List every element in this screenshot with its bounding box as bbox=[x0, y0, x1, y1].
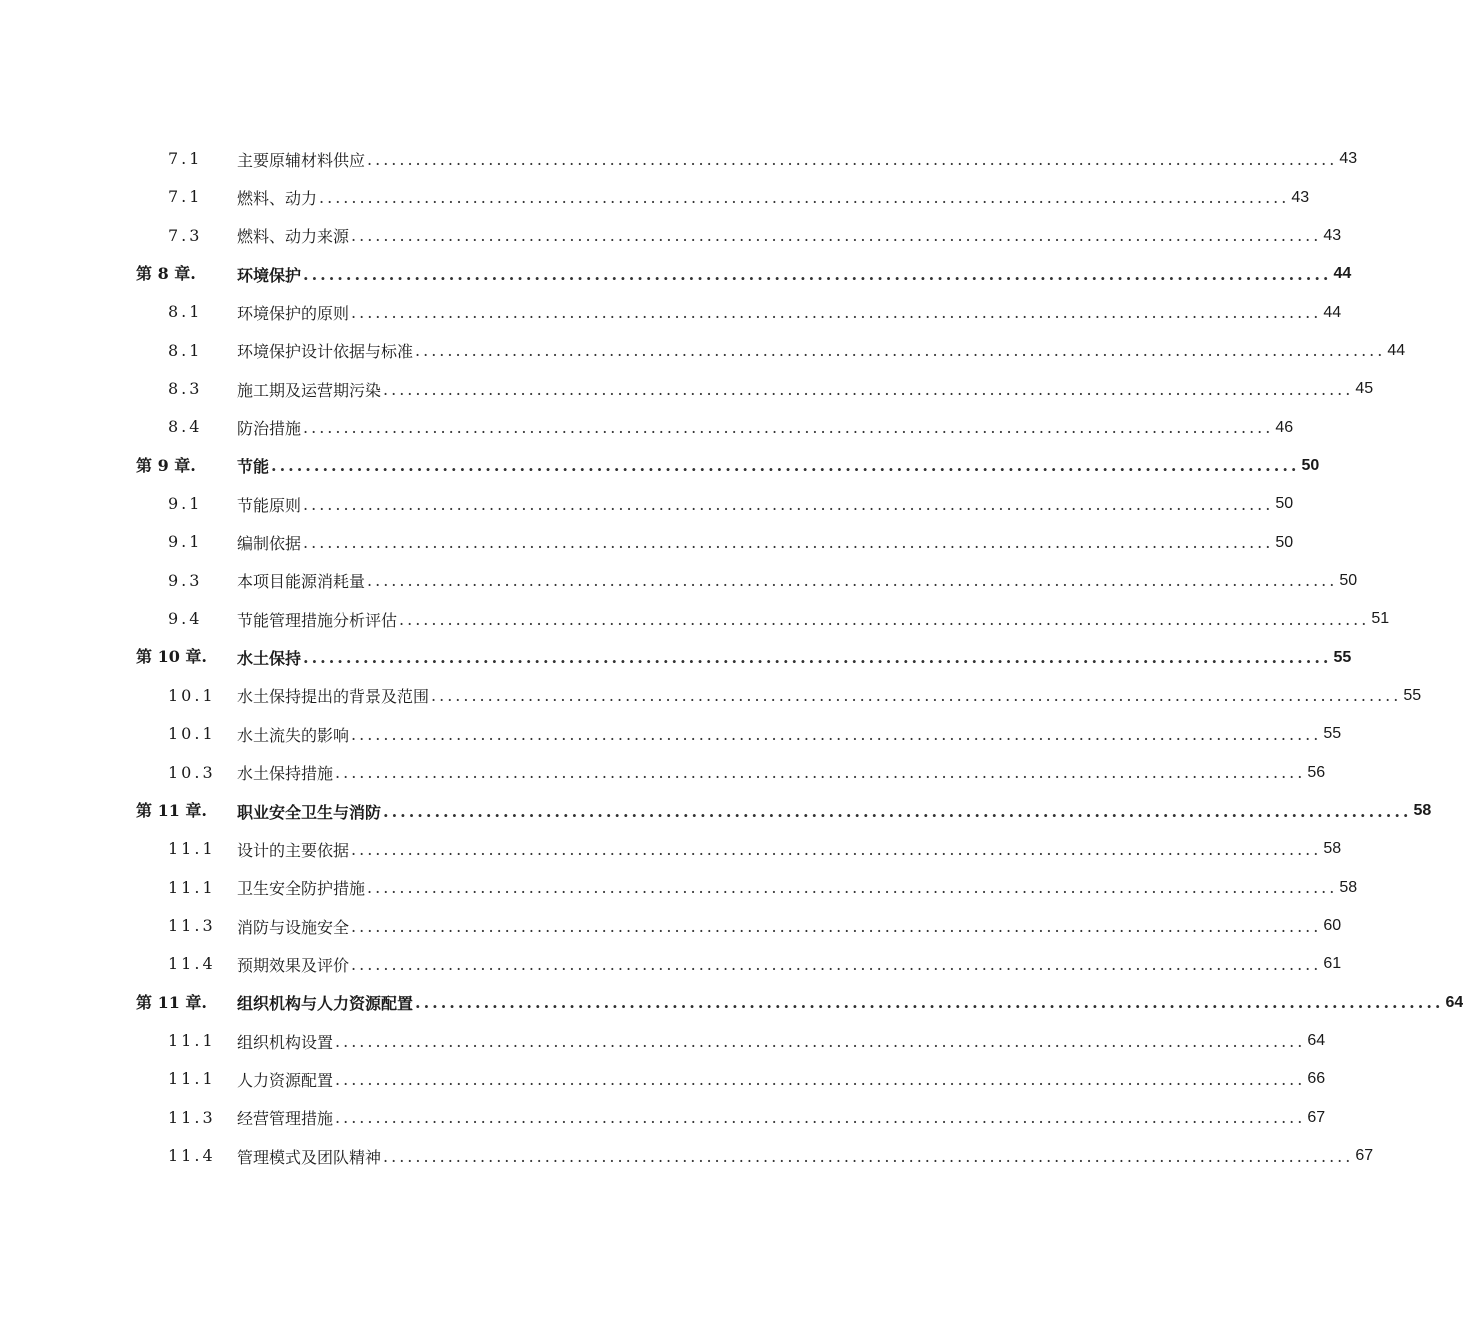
toc-dot-leader: ........................................................................................................................ bbox=[351, 839, 1322, 859]
toc-dot-leader: ........................................................................................................................ bbox=[367, 571, 1338, 591]
toc-section-entry[interactable] bbox=[0, 1137, 1374, 1175]
toc-dot-leader: ........................................................................................................................ bbox=[367, 149, 1338, 169]
toc-dot-leader: ........................................................................................................................ bbox=[351, 724, 1322, 744]
toc-page-number: 58 bbox=[1339, 878, 1358, 896]
toc-entry-line bbox=[237, 792, 1432, 830]
toc-section-entry[interactable] bbox=[0, 562, 1358, 600]
toc-entry-number: 9.1 bbox=[168, 494, 203, 514]
toc-entry-number: 9.1 bbox=[168, 532, 203, 552]
toc-entry-number: 7.3 bbox=[168, 225, 203, 245]
toc-page-number: 50 bbox=[1275, 533, 1294, 551]
toc-entry-line bbox=[237, 217, 1342, 255]
toc-page-number: 66 bbox=[1307, 1070, 1326, 1088]
toc-dot-leader: ........................................................................................................................ bbox=[431, 686, 1402, 706]
toc-entry-title: 水土流失的影响 bbox=[237, 725, 350, 745]
toc-dot-leader: ........................................................................................................................ bbox=[335, 763, 1306, 783]
toc-section-entry[interactable] bbox=[0, 293, 1342, 331]
toc-entry-title: 节能原则 bbox=[237, 495, 302, 515]
toc-entry-title: 管理模式及团队精神 bbox=[237, 1147, 382, 1167]
toc-chapter-entry[interactable] bbox=[0, 792, 1432, 830]
toc-entry-title: 预期效果及评价 bbox=[237, 955, 350, 975]
toc-entry-line bbox=[237, 638, 1352, 676]
toc-entry-line bbox=[237, 830, 1342, 868]
toc-entry-title: 节能 bbox=[237, 457, 270, 477]
toc-entry-line bbox=[237, 332, 1406, 370]
toc-entry-number: 11.1 bbox=[168, 1069, 216, 1089]
toc-dot-leader: ........................................................................................................................ bbox=[303, 648, 1332, 668]
toc-chapter-entry[interactable] bbox=[0, 638, 1352, 676]
toc-page-number: 45 bbox=[1355, 380, 1374, 398]
toc-section-entry[interactable] bbox=[0, 907, 1342, 945]
toc-dot-leader: ........................................................................................................................ bbox=[351, 303, 1322, 323]
toc-entry-line bbox=[237, 447, 1320, 485]
toc-entry-line bbox=[237, 984, 1463, 1022]
toc-entry-title: 本项目能源消耗量 bbox=[237, 572, 366, 592]
toc-entry-number: 11.1 bbox=[168, 839, 216, 859]
toc-dot-leader: ........................................................................................................................ bbox=[351, 916, 1322, 936]
toc-entry-title: 组织机构设置 bbox=[237, 1032, 334, 1052]
toc-dot-leader: ........................................................................................................................ bbox=[399, 609, 1370, 629]
toc-section-entry[interactable] bbox=[0, 408, 1294, 446]
toc-entry-title: 经营管理措施 bbox=[237, 1109, 334, 1129]
toc-page-number: 56 bbox=[1307, 763, 1326, 781]
toc-chapter-entry[interactable] bbox=[0, 255, 1352, 293]
toc-entry-title: 卫生安全防护措施 bbox=[237, 879, 366, 899]
toc-entry-number: 8.3 bbox=[168, 379, 203, 399]
toc-dot-leader: ........................................................................................................................ bbox=[319, 188, 1290, 208]
toc-section-entry[interactable] bbox=[0, 600, 1390, 638]
toc-entry-line bbox=[237, 140, 1358, 178]
toc-entry-number: 7.1 bbox=[168, 187, 203, 207]
toc-section-entry[interactable] bbox=[0, 715, 1342, 753]
toc-section-entry[interactable] bbox=[0, 332, 1406, 370]
toc-page-number: 43 bbox=[1291, 188, 1310, 206]
toc-dot-leader: ........................................................................................................................ bbox=[383, 801, 1412, 821]
toc-entry-line bbox=[237, 562, 1358, 600]
toc-page-number: 44 bbox=[1333, 265, 1352, 283]
toc-page-number: 55 bbox=[1323, 725, 1342, 743]
toc-entry-title: 施工期及运营期污染 bbox=[237, 380, 382, 400]
toc-entry-line bbox=[237, 1060, 1326, 1098]
toc-entry-title: 环境保护 bbox=[237, 265, 302, 285]
toc-page-number: 44 bbox=[1323, 303, 1342, 321]
toc-page-number: 58 bbox=[1413, 802, 1432, 820]
toc-page-number: 61 bbox=[1323, 955, 1342, 973]
toc-entry-number: 9.3 bbox=[168, 570, 203, 590]
toc-entry-number: 11.3 bbox=[168, 1107, 216, 1127]
toc-section-entry[interactable] bbox=[0, 1060, 1326, 1098]
toc-dot-leader: ........................................................................................................................ bbox=[415, 993, 1444, 1013]
toc-entry-line bbox=[237, 523, 1294, 561]
toc-entry-number: 9.4 bbox=[168, 609, 203, 629]
toc-dot-leader: ........................................................................................................................ bbox=[335, 1108, 1306, 1128]
toc-dot-leader: ........................................................................................................................ bbox=[383, 1146, 1354, 1166]
toc-entry-title: 主要原辅材料供应 bbox=[237, 150, 366, 170]
toc-entry-title: 节能管理措施分析评估 bbox=[237, 610, 398, 630]
toc-entry-line bbox=[237, 907, 1342, 945]
toc-entry-line bbox=[237, 677, 1422, 715]
toc-section-entry[interactable] bbox=[0, 830, 1342, 868]
toc-dot-leader: ........................................................................................................................ bbox=[303, 264, 1332, 284]
toc-entry-line bbox=[237, 485, 1294, 523]
toc-entry-number: 10.1 bbox=[168, 724, 216, 744]
toc-section-entry[interactable] bbox=[0, 178, 1310, 216]
toc-section-entry[interactable] bbox=[0, 1099, 1326, 1137]
toc-page-number: 50 bbox=[1301, 456, 1320, 474]
toc-entry-title: 燃料、动力来源 bbox=[237, 227, 350, 247]
toc-entry-line bbox=[237, 370, 1374, 408]
toc-dot-leader: ........................................................................................................................ bbox=[367, 878, 1338, 898]
toc-dot-leader: ........................................................................................................................ bbox=[351, 954, 1322, 974]
toc-section-entry[interactable] bbox=[0, 869, 1358, 907]
toc-section-entry[interactable] bbox=[0, 945, 1342, 983]
toc-section-entry[interactable] bbox=[0, 140, 1358, 178]
toc-section-entry[interactable] bbox=[0, 677, 1422, 715]
toc-page-number: 60 bbox=[1323, 917, 1342, 935]
toc-entry-title: 环境保护设计依据与标准 bbox=[237, 342, 414, 362]
toc-entry-number: 11.1 bbox=[168, 1030, 216, 1050]
toc-dot-leader: ........................................................................................................................ bbox=[271, 456, 1300, 476]
toc-dot-leader: ........................................................................................................................ bbox=[303, 494, 1274, 514]
toc-entry-line bbox=[237, 1022, 1326, 1060]
toc-page-number: 58 bbox=[1323, 840, 1342, 858]
toc-page-number: 50 bbox=[1275, 495, 1294, 513]
toc-entry-line bbox=[237, 754, 1326, 792]
toc-entry-line bbox=[237, 293, 1342, 331]
toc-dot-leader: ........................................................................................................................ bbox=[351, 226, 1322, 246]
toc-entry-number: 第 11 章. bbox=[136, 800, 207, 820]
toc-entry-line bbox=[237, 1099, 1326, 1137]
toc-page-number: 51 bbox=[1371, 610, 1390, 628]
toc-entry-line bbox=[237, 715, 1342, 753]
toc-entry-number: 11.4 bbox=[168, 1145, 216, 1165]
toc-entry-number: 11.4 bbox=[168, 954, 216, 974]
toc-entry-number: 第 10 章. bbox=[136, 647, 207, 667]
toc-page-number: 44 bbox=[1387, 341, 1406, 359]
toc-entry-line bbox=[237, 178, 1310, 216]
toc-entry-number: 8.1 bbox=[168, 302, 203, 322]
toc-section-entry[interactable] bbox=[0, 1022, 1326, 1060]
toc-entry-title: 职业安全卫生与消防 bbox=[237, 802, 382, 822]
toc-entry-line bbox=[237, 255, 1352, 293]
toc-entry-number: 10.3 bbox=[168, 762, 216, 782]
toc-dot-leader: ........................................................................................................................ bbox=[335, 1069, 1306, 1089]
toc-chapter-entry[interactable] bbox=[0, 447, 1320, 485]
toc-page-number: 43 bbox=[1323, 226, 1342, 244]
toc-entry-title: 设计的主要依据 bbox=[237, 840, 350, 860]
toc-entry-number: 11.3 bbox=[168, 915, 216, 935]
toc-page-number: 50 bbox=[1339, 571, 1358, 589]
toc-entry-title: 人力资源配置 bbox=[237, 1070, 334, 1090]
toc-entry-title: 水土保持 bbox=[237, 649, 302, 669]
toc-section-entry[interactable] bbox=[0, 370, 1374, 408]
toc-section-entry[interactable] bbox=[0, 523, 1294, 561]
toc-entry-title: 消防与设施安全 bbox=[237, 917, 350, 937]
toc-dot-leader: ........................................................................................................................ bbox=[303, 418, 1274, 438]
toc-entry-title: 组织机构与人力资源配置 bbox=[237, 994, 414, 1014]
toc-page-number: 46 bbox=[1275, 418, 1294, 436]
toc-entry-number: 11.1 bbox=[168, 877, 216, 897]
toc-page-number: 64 bbox=[1307, 1032, 1326, 1050]
toc-entry-number: 第 9 章. bbox=[136, 455, 196, 475]
toc-entry-title: 防治措施 bbox=[237, 419, 302, 439]
toc-section-entry[interactable] bbox=[0, 485, 1294, 523]
toc-section-entry[interactable] bbox=[0, 217, 1342, 255]
toc-entry-title: 水土保持措施 bbox=[237, 764, 334, 784]
toc-dot-leader: ........................................................................................................................ bbox=[303, 533, 1274, 553]
toc-entry-title: 编制依据 bbox=[237, 534, 302, 554]
toc-entry-line bbox=[237, 945, 1342, 983]
toc-entry-number: 8.4 bbox=[168, 417, 203, 437]
toc-entry-title: 燃料、动力 bbox=[237, 189, 318, 209]
toc-entry-number: 第 8 章. bbox=[136, 264, 196, 284]
toc-entry-line bbox=[237, 1137, 1374, 1175]
table-of-contents bbox=[0, 140, 1463, 1175]
toc-page-number: 67 bbox=[1355, 1147, 1374, 1165]
toc-dot-leader: ........................................................................................................................ bbox=[383, 379, 1354, 399]
toc-page-number: 43 bbox=[1339, 150, 1358, 168]
toc-chapter-entry[interactable] bbox=[0, 984, 1463, 1022]
toc-entry-number: 第 11 章. bbox=[136, 992, 207, 1012]
toc-page-number: 55 bbox=[1333, 648, 1352, 666]
toc-entry-line bbox=[237, 869, 1358, 907]
toc-dot-leader: ........................................................................................................................ bbox=[415, 341, 1386, 361]
toc-page-number: 55 bbox=[1403, 686, 1422, 704]
toc-entry-number: 7.1 bbox=[168, 149, 203, 168]
toc-page-number: 67 bbox=[1307, 1108, 1326, 1126]
toc-entry-line bbox=[237, 600, 1390, 638]
toc-entry-title: 环境保护的原则 bbox=[237, 304, 350, 324]
toc-entry-number: 8.1 bbox=[168, 340, 203, 360]
toc-page-number: 64 bbox=[1445, 993, 1463, 1011]
toc-dot-leader: ........................................................................................................................ bbox=[335, 1031, 1306, 1051]
toc-entry-number: 10.1 bbox=[168, 685, 216, 705]
toc-section-entry[interactable] bbox=[0, 754, 1326, 792]
toc-entry-title: 水土保持提出的背景及范围 bbox=[237, 687, 430, 707]
toc-entry-line bbox=[237, 408, 1294, 446]
